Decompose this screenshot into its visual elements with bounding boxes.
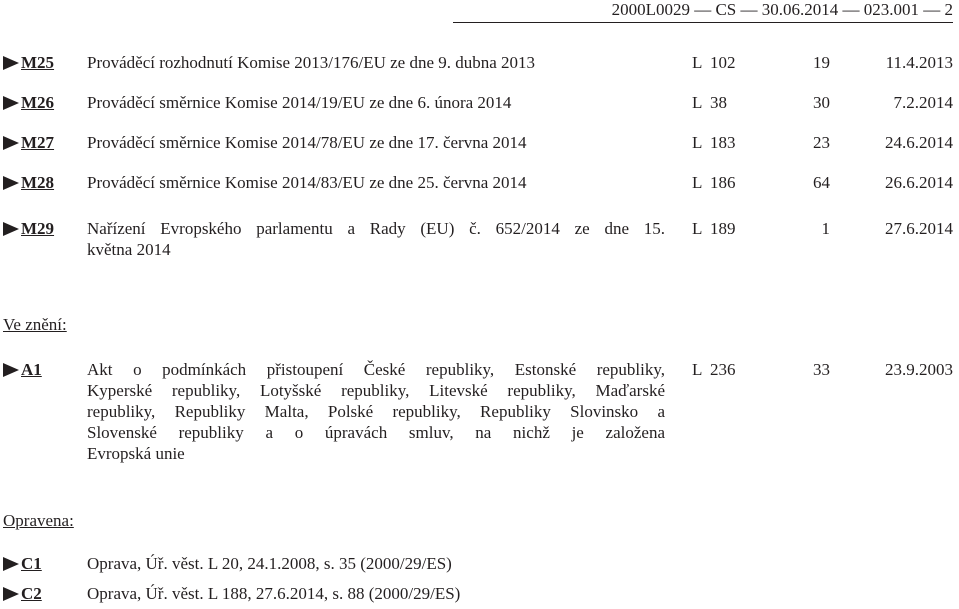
accession-description-line: Slovenské republiky a o úpravách smluv, na nichž je založena <box>87 423 665 442</box>
amendment-code-link[interactable]: M29 <box>21 219 55 238</box>
triangle-marker-icon <box>3 136 19 150</box>
section-label-corrected-by: Opravena: <box>3 511 74 530</box>
oj-page: 64 <box>813 173 830 192</box>
amendment-description-line: Nařízení Evropského parlamentu a Rady (EU) č. 652/2014 ze dne 15. <box>87 219 665 238</box>
oj-page: 19 <box>813 53 830 72</box>
triangle-marker-icon <box>3 56 19 70</box>
accession-description-line: Evropská unie <box>87 444 185 463</box>
oj-reference: L 38 <box>692 93 728 112</box>
amendment-code-link[interactable]: M28 <box>21 173 55 192</box>
oj-date: 7.2.2014 <box>893 93 953 112</box>
oj-page: 33 <box>813 360 830 379</box>
amendment-description-line: května 2014 <box>87 240 171 259</box>
amendment-code-link[interactable]: M26 <box>21 93 55 112</box>
corrigendum-code-link[interactable]: C2 <box>21 584 42 603</box>
amendment-description: Prováděcí směrnice Komise 2014/83/EU ze dne 25. června 2014 <box>87 173 527 192</box>
oj-date: 24.6.2014 <box>885 133 953 152</box>
amendment-description: Prováděcí směrnice Komise 2014/19/EU ze dne 6. února 2014 <box>87 93 512 112</box>
section-label-amended-by: Ve znění: <box>3 315 67 334</box>
oj-reference: L 189 <box>692 219 736 238</box>
amendment-description: Prováděcí rozhodnutí Komise 2013/176/EU ze dne 9. dubna 2013 <box>87 53 536 72</box>
triangle-marker-icon <box>3 557 19 571</box>
corrigendum-text: Oprava, Úř. věst. L 20, 24.1.2008, s. 35 (2000/29/ES) <box>87 554 452 573</box>
amendment-code-link[interactable]: M27 <box>21 133 55 152</box>
oj-reference: L 183 <box>692 133 736 152</box>
accession-description-line: Kyperské republiky, Lotyšské republiky, Litevské republiky, Maďarské <box>87 381 665 400</box>
accession-description-line: Akt o podmínkách přistoupení České republiky, Estonské republiky, <box>87 360 665 379</box>
document-header: 2000L0029 — CS — 30.06.2014 — 023.001 — 2 <box>453 0 953 23</box>
triangle-marker-icon <box>3 587 19 601</box>
oj-date: 26.6.2014 <box>885 173 953 192</box>
oj-date: 23.9.2003 <box>885 360 953 379</box>
triangle-marker-icon <box>3 176 19 190</box>
oj-date: 27.6.2014 <box>885 219 953 238</box>
triangle-marker-icon <box>3 363 19 377</box>
corrigendum-text: Oprava, Úř. věst. L 188, 27.6.2014, s. 88 (2000/29/ES) <box>87 584 461 603</box>
oj-page: 23 <box>813 133 830 152</box>
accession-description-line: republiky, Republiky Malta, Polské republiky, Republiky Slovinsko a <box>87 402 665 421</box>
triangle-marker-icon <box>3 222 19 236</box>
oj-reference: L 102 <box>692 53 736 72</box>
oj-reference: L 186 <box>692 173 736 192</box>
oj-date: 11.4.2013 <box>885 53 953 72</box>
oj-page: 1 <box>821 219 830 238</box>
corrigendum-code-link[interactable]: C1 <box>21 554 42 573</box>
amendment-code-link[interactable]: M25 <box>21 53 55 72</box>
triangle-marker-icon <box>3 96 19 110</box>
accession-code-link[interactable]: A1 <box>21 360 42 379</box>
amendment-description: Prováděcí směrnice Komise 2014/78/EU ze dne 17. června 2014 <box>87 133 527 152</box>
oj-reference: L 236 <box>692 360 736 379</box>
oj-page: 30 <box>813 93 830 112</box>
